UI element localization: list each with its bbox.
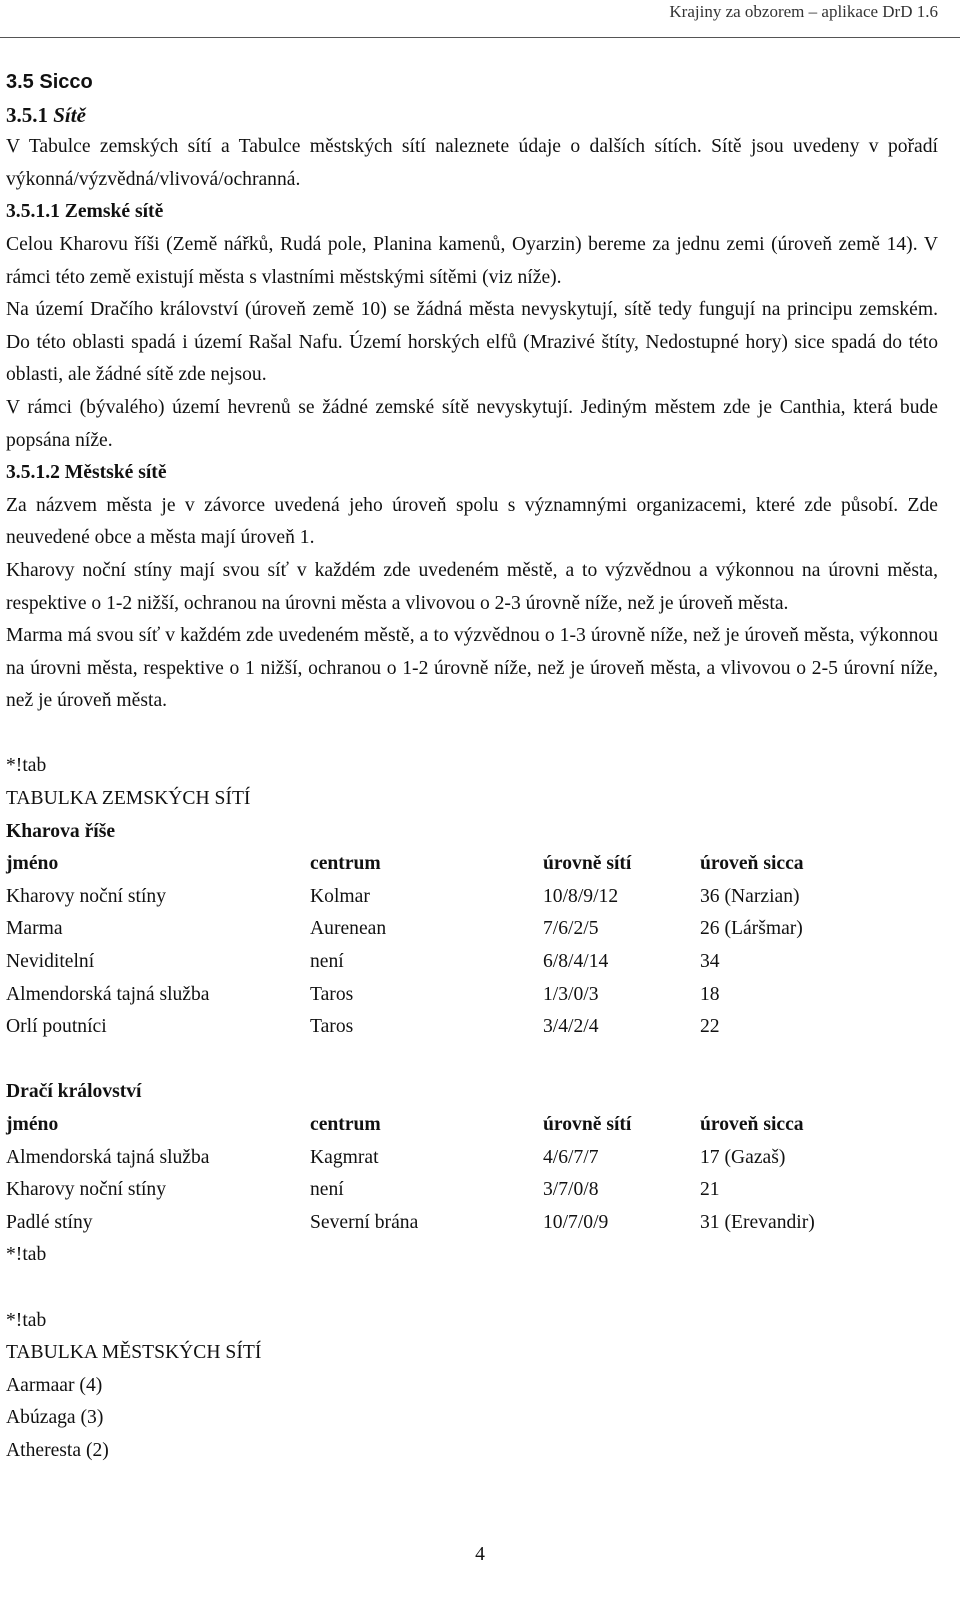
table-title: TABULKA MĚSTSKÝCH SÍTÍ	[6, 1342, 262, 1364]
table-header-row	[6, 1109, 938, 1142]
header-rule	[0, 37, 960, 38]
cell-uroven-sicca: 34	[700, 951, 720, 973]
cell-centrum: Severní brána	[310, 1211, 419, 1233]
column-header: úroveň sicca	[700, 853, 804, 875]
cell-urovne-siti: 6/8/4/14	[543, 951, 609, 973]
zemske-table-draci-kralovstvi	[6, 1109, 938, 1239]
cell-jmeno: Neviditelní	[6, 951, 95, 973]
cell-jmeno: Padlé stíny	[6, 1211, 93, 1233]
cell-jmeno: Marma	[6, 918, 63, 940]
intro-paragraph: V Tabulce zemských sítí a Tabulce městských sítí naleznete údaje o dalších sítích. Sítě jsou uvedeny v pořadí výkonná/výzvědná/vlivová/ochranná.	[6, 136, 938, 190]
cell-jmeno: Almendorská tajná služba	[6, 983, 210, 1005]
zemske-table-kharova-rise	[6, 848, 938, 1044]
cell-centrum: Kagmrat	[310, 1146, 379, 1168]
city-item: Atheresta (2)	[6, 1439, 109, 1461]
table-row	[6, 1011, 938, 1044]
cell-jmeno: Kharovy noční stíny	[6, 1179, 166, 1201]
city-item: Aarmaar (4)	[6, 1374, 103, 1396]
column-header: úrovně sítí	[543, 1114, 632, 1135]
cell-jmeno: Orlí poutníci	[6, 1016, 107, 1038]
column-header: centrum	[310, 853, 381, 875]
running-header: Krajiny za obzorem – aplikace DrD 1.6	[669, 2, 938, 21]
tab-marker: *!tab	[6, 1309, 47, 1331]
cell-centrum: není	[310, 1179, 344, 1201]
table-row	[6, 913, 938, 946]
table-row	[6, 881, 938, 914]
page-content	[6, 66, 938, 1468]
spacer	[6, 718, 938, 751]
cell-centrum: Aurenean	[310, 918, 387, 940]
table-row	[6, 1174, 938, 1207]
cell-uroven-sicca: 31 (Erevandir)	[700, 1211, 815, 1233]
cell-uroven-sicca: 26 (Láršmar)	[700, 918, 803, 940]
column-header: jméno	[6, 853, 59, 875]
mestske-paragraph-2: Kharovy noční stíny mají svou síť v každém zde uvedeném městě, a to výzvědnou a výkonnou na úrovni města, respektive o 1-2 nižší, ochranou na úrovni města a vlivovou o 2-3 úrovně níže, než je úroveň města.	[6, 559, 938, 614]
group-title-kharova-rise: Kharova říše	[6, 820, 116, 842]
zemske-paragraph-3: V rámci (bývalého) území hevrenů se žádné zemské sítě nevyskytují. Jediným městem zde je Canthia, která bude popsána níže.	[6, 396, 938, 451]
cell-centrum: není	[310, 951, 344, 973]
cell-uroven-sicca: 18	[700, 983, 720, 1005]
spacer	[6, 1272, 938, 1305]
page-number: 4	[475, 1544, 485, 1565]
mestske-paragraph-1: Za názvem města je v závorce uvedená jeho úroveň spolu s významnými organizacemi, které zde působí. Zde neuvedené obce a města mají úroveň 1.	[6, 494, 938, 549]
table-row	[6, 946, 938, 979]
cell-centrum: Kolmar	[310, 885, 370, 907]
table-row	[6, 1207, 938, 1240]
city-item: Abúzaga (3)	[6, 1407, 104, 1429]
cell-uroven-sicca: 21	[700, 1179, 720, 1201]
cell-uroven-sicca: 36 (Narzian)	[700, 885, 800, 907]
table-header-row	[6, 848, 938, 881]
cell-urovne-siti: 7/6/2/5	[543, 918, 599, 940]
subsection-number: 3.5.1	[6, 102, 48, 127]
cell-uroven-sicca: 22	[700, 1016, 720, 1038]
zemske-paragraph-1: Celou Kharovu říši (Země nářků, Rudá pole, Planina kamenů, Oyarzin) bereme za jednu zemi (úroveň země 14). V rámci této země existují města s vlastními městskými sítěmi (viz níže).	[6, 233, 938, 288]
column-header: úrovně sítí	[543, 853, 632, 875]
subsection-title	[6, 99, 938, 132]
group-title-draci-kralovstvi: Dračí království	[6, 1081, 142, 1103]
column-header: jméno	[6, 1114, 59, 1135]
cell-urovne-siti: 10/7/0/9	[543, 1211, 609, 1233]
table-row	[6, 979, 938, 1012]
subsection-name: Sítě	[53, 102, 86, 127]
table-row	[6, 1142, 938, 1175]
section-title: 3.5 Sicco	[6, 71, 93, 93]
table-title: TABULKA ZEMSKÝCH SÍTÍ	[6, 788, 251, 810]
column-header: centrum	[310, 1114, 381, 1135]
mestske-paragraph-3: Marma má svou síť v každém zde uvedeném městě, a to výzvědnou o 1-3 úrovně níže, než je úroveň města, výkonnou na úrovni města, respektive o 1 nižší, ochranou o 1-2 úrovně níže, než je úroveň města, a vlivovou o 2-5 úrovní níže, než je úroveň města.	[6, 625, 938, 712]
cell-centrum: Taros	[310, 1016, 354, 1038]
cell-urovne-siti: 3/4/2/4	[543, 1016, 599, 1038]
zemske-paragraph-2: Na území Dračího království (úroveň země 10) se žádná města nevyskytují, sítě tedy fungují na principu zemském. Do této oblasti spadá i území Rašal Nafu. Území horských elfů (Mrazivé štíty, Nedostupné hory) sice spadá do této oblasti, ale žádné sítě zde nejsou.	[6, 299, 938, 386]
cell-jmeno: Kharovy noční stíny	[6, 885, 166, 907]
column-header: úroveň sicca	[700, 1114, 804, 1135]
cell-urovne-siti: 4/6/7/7	[543, 1146, 599, 1168]
tab-marker: *!tab	[6, 755, 47, 777]
mestske-site-title: 3.5.1.2 Městské sítě	[6, 462, 167, 484]
cell-urovne-siti: 10/8/9/12	[543, 885, 619, 907]
cell-jmeno: Almendorská tajná služba	[6, 1146, 210, 1168]
tab-end-marker: *!tab	[6, 1244, 47, 1266]
cell-uroven-sicca: 17 (Gazaš)	[700, 1146, 786, 1168]
cell-urovne-siti: 3/7/0/8	[543, 1179, 599, 1201]
spacer	[6, 1044, 938, 1077]
cell-centrum: Taros	[310, 983, 354, 1005]
cell-urovne-siti: 1/3/0/3	[543, 983, 599, 1005]
zemske-site-title: 3.5.1.1 Zemské sítě	[6, 201, 164, 223]
